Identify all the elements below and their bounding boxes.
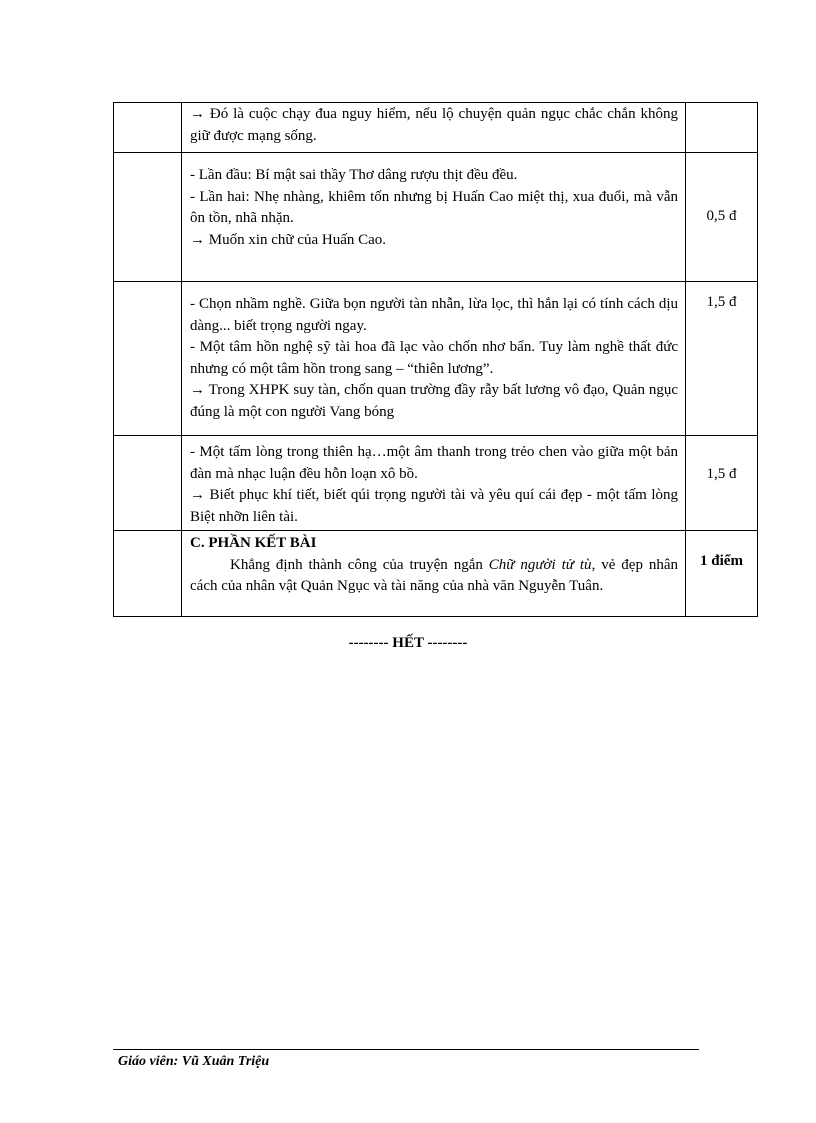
conclusion-text-before: Khẳng định thành công của truyện ngắn bbox=[230, 556, 489, 573]
table-row bbox=[114, 153, 758, 282]
content-line: - Một tấm lòng trong thiên hạ…một âm thanh trong trẻo chen vào giữa một bản đàn mà nhạc luận đều hỗn loạn xô bồ. bbox=[190, 444, 678, 482]
content-line: - Chọn nhầm nghề. Giữa bọn người tàn nhẫn, lừa lọc, thì hắn lại có tính cách dịu dàng... biết trọng người ngay. bbox=[190, 296, 678, 334]
table-row bbox=[114, 282, 758, 436]
section-cell bbox=[114, 153, 182, 282]
content-line: - Lần hai: Nhẹ nhàng, khiêm tốn nhưng bị Huấn Cao miệt thị, xua đuổi, mà vẫn ôn tồn, nhã nhặn. bbox=[190, 188, 678, 226]
content-line: → Trong XHPK suy tàn, chốn quan trường đầy rẫy bất lương vô đạo, Quản ngục đúng là một con người Vang bóng bbox=[190, 382, 678, 420]
section-cell bbox=[114, 103, 182, 153]
grading-table bbox=[113, 102, 758, 617]
content-line: → Đó là cuộc chạy đua nguy hiểm, nếu lộ chuyện quản ngục chắc chắn không giữ được mạng sống. bbox=[190, 106, 678, 144]
content-cell bbox=[182, 531, 686, 617]
section-cell bbox=[114, 531, 182, 617]
end-mark: -------- HẾT -------- bbox=[348, 635, 468, 651]
table-row bbox=[114, 103, 758, 153]
conclusion-heading: C. PHẦN KẾT BÀI bbox=[190, 535, 317, 551]
score-cell: 1,5 đ bbox=[686, 436, 758, 531]
conclusion-text-after: , vẻ đẹp nhân cách của nhân vật Quản Ngục và tài năng của nhà văn Nguyễn Tuân. bbox=[190, 556, 679, 594]
content-cell bbox=[182, 282, 686, 436]
content-cell bbox=[182, 153, 686, 282]
content-line: - Một tâm hồn nghệ sỹ tài hoa đã lạc vào chốn nhơ bẩn. Tuy làm nghề thất đức nhưng có một tâm hồn trong sang – “thiên lương”. bbox=[190, 339, 678, 377]
score-cell: 1 điểm bbox=[686, 531, 758, 617]
content-line: → Biết phục khí tiết, biết qúi trọng người tài và yêu quí cái đẹp - một tấm lòng Biệt nhỡn liên tài. bbox=[190, 487, 678, 525]
content-cell bbox=[182, 436, 686, 531]
score-cell: 0,5 đ bbox=[686, 153, 758, 282]
content-line: → Muốn xin chữ của Huấn Cao. bbox=[190, 231, 387, 248]
table-row bbox=[114, 531, 758, 617]
section-cell bbox=[114, 436, 182, 531]
footer-teacher: Giáo viên: Vũ Xuân Triệu bbox=[118, 1054, 270, 1069]
work-title: Chữ người tử tù bbox=[488, 556, 592, 573]
section-cell bbox=[114, 282, 182, 436]
score-cell bbox=[686, 103, 758, 153]
score-cell: 1,5 đ bbox=[686, 282, 758, 436]
content-line: - Lần đầu: Bí mật sai thầy Thơ dâng rượu thịt đều đều. bbox=[190, 167, 518, 183]
conclusion-text bbox=[190, 555, 678, 598]
footer-divider bbox=[113, 1049, 699, 1050]
table-row bbox=[114, 436, 758, 531]
content-cell bbox=[182, 103, 686, 153]
